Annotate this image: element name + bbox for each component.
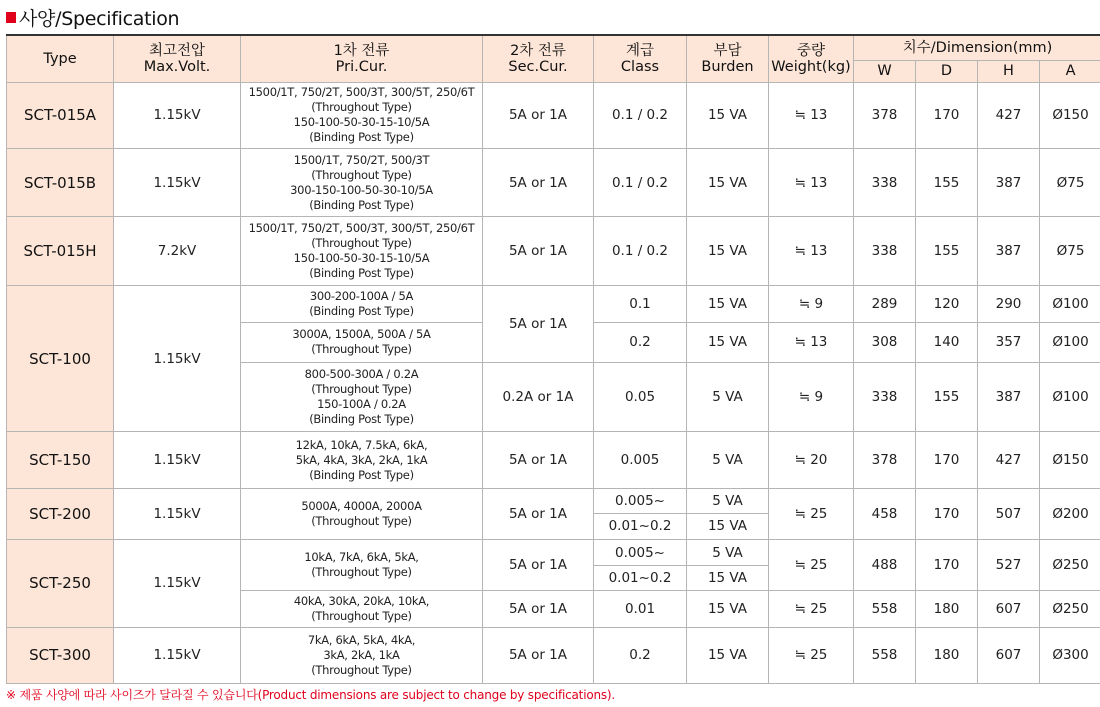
dim-h-cell: 357 [978, 322, 1040, 362]
pri-cur-cell: 10kA, 7kA, 6kA, 5kA, (Throughout Type) [241, 540, 483, 591]
volt-cell: 1.15kV [114, 627, 241, 683]
class-cell: 0.005~ [594, 488, 687, 513]
dim-a-cell: Ø75 [1040, 217, 1100, 285]
type-cell: SCT-200 [7, 488, 114, 539]
burden-cell: 5 VA [687, 363, 769, 432]
footnote: ※ 제품 사양에 따라 사이즈가 달라질 수 있습니다(Product dimensions are subject to change by specifications). [6, 688, 616, 702]
sec-cur-cell: 5A or 1A [483, 432, 594, 488]
weight-cell: ≒ 25 [769, 627, 854, 683]
dim-d-cell: 170 [916, 432, 978, 488]
class-cell: 0.1 / 0.2 [594, 217, 687, 285]
dim-w-cell: 558 [854, 627, 916, 683]
type-cell: SCT-300 [7, 627, 114, 683]
dim-d-cell: 170 [916, 540, 978, 591]
header-burden: 부담 Burden [687, 35, 769, 82]
class-cell: 0.1 / 0.2 [594, 82, 687, 148]
burden-cell: 5 VA [687, 488, 769, 513]
pri-cur-cell: 3000A, 1500A, 500A / 5A (Throughout Type) [241, 322, 483, 362]
dim-w-cell: 338 [854, 217, 916, 285]
header-w: W [854, 60, 916, 82]
dim-d-cell: 170 [916, 82, 978, 148]
volt-cell: 1.15kV [114, 488, 241, 539]
burden-cell: 5 VA [687, 540, 769, 566]
weight-cell: ≒ 13 [769, 82, 854, 148]
weight-cell: ≒ 9 [769, 363, 854, 432]
burden-cell: 15 VA [687, 285, 769, 322]
table-row [7, 217, 1100, 285]
table-row [7, 82, 1100, 148]
class-cell: 0.005 [594, 432, 687, 488]
table-row [7, 627, 1100, 683]
class-cell: 0.1 / 0.2 [594, 148, 687, 216]
dim-d-cell: 170 [916, 488, 978, 539]
dim-h-cell: 387 [978, 148, 1040, 216]
burden-cell: 15 VA [687, 591, 769, 627]
sec-cur-cell: 0.2A or 1A [483, 363, 594, 432]
burden-cell: 15 VA [687, 322, 769, 362]
red-square-icon [6, 12, 16, 23]
dim-h-cell: 507 [978, 488, 1040, 539]
sec-cur-cell: 5A or 1A [483, 217, 594, 285]
burden-cell: 15 VA [687, 627, 769, 683]
type-cell: SCT-015B [7, 148, 114, 216]
dim-h-cell: 290 [978, 285, 1040, 322]
sec-cur-cell: 5A or 1A [483, 148, 594, 216]
dim-w-cell: 338 [854, 148, 916, 216]
dim-a-cell: Ø100 [1040, 285, 1100, 322]
dim-a-cell: Ø300 [1040, 627, 1100, 683]
pri-cur-cell: 1500/1T, 750/2T, 500/3T, 300/5T, 250/6T (Throughout Type) 150-100-50-30-15-10/5A (Binding Post Type) [241, 217, 483, 285]
dim-a-cell: Ø250 [1040, 591, 1100, 627]
class-cell: 0.01~0.2 [594, 513, 687, 539]
header-weight: 중량 Weight(kg) [769, 35, 854, 82]
dim-d-cell: 140 [916, 322, 978, 362]
header-pri-cur: 1차 전류 Pri.Cur. [241, 35, 483, 82]
pri-cur-cell: 40kA, 30kA, 20kA, 10kA, (Throughout Type) [241, 591, 483, 627]
volt-cell: 1.15kV [114, 148, 241, 216]
dim-h-cell: 527 [978, 540, 1040, 591]
volt-cell: 1.15kV [114, 540, 241, 627]
weight-cell: ≒ 25 [769, 488, 854, 539]
header-h: H [978, 60, 1040, 82]
dim-h-cell: 607 [978, 627, 1040, 683]
dim-h-cell: 427 [978, 432, 1040, 488]
dim-a-cell: Ø75 [1040, 148, 1100, 216]
sec-cur-cell: 5A or 1A [483, 488, 594, 539]
type-cell: SCT-100 [7, 285, 114, 432]
burden-cell: 15 VA [687, 217, 769, 285]
sec-cur-cell: 5A or 1A [483, 540, 594, 591]
burden-cell: 15 VA [687, 148, 769, 216]
header-a: A [1040, 60, 1100, 82]
burden-cell: 5 VA [687, 432, 769, 488]
sec-cur-cell: 5A or 1A [483, 591, 594, 627]
volt-cell: 1.15kV [114, 432, 241, 488]
sec-cur-cell: 5A or 1A [483, 627, 594, 683]
class-cell: 0.1 [594, 285, 687, 322]
pri-cur-cell: 12kA, 10kA, 7.5kA, 6kA, 5kA, 4kA, 3kA, 2kA, 1kA (Binding Post Type) [241, 432, 483, 488]
weight-cell: ≒ 13 [769, 148, 854, 216]
dim-d-cell: 120 [916, 285, 978, 322]
spec-table [6, 34, 1100, 684]
dim-a-cell: Ø200 [1040, 488, 1100, 539]
dim-a-cell: Ø100 [1040, 322, 1100, 362]
dim-d-cell: 180 [916, 627, 978, 683]
dim-d-cell: 155 [916, 148, 978, 216]
header-d: D [916, 60, 978, 82]
dim-d-cell: 155 [916, 217, 978, 285]
dim-w-cell: 378 [854, 82, 916, 148]
weight-cell: ≒ 13 [769, 322, 854, 362]
dim-a-cell: Ø100 [1040, 363, 1100, 432]
volt-cell: 1.15kV [114, 82, 241, 148]
dim-w-cell: 308 [854, 322, 916, 362]
dim-h-cell: 387 [978, 363, 1040, 432]
dim-d-cell: 180 [916, 591, 978, 627]
weight-cell: ≒ 13 [769, 217, 854, 285]
volt-cell: 7.2kV [114, 217, 241, 285]
type-cell: SCT-250 [7, 540, 114, 627]
pri-cur-cell: 300-200-100A / 5A (Binding Post Type) [241, 285, 483, 322]
table-row [7, 148, 1100, 216]
dim-d-cell: 155 [916, 363, 978, 432]
dim-w-cell: 289 [854, 285, 916, 322]
sec-cur-cell: 5A or 1A [483, 82, 594, 148]
pri-cur-cell: 1500/1T, 750/2T, 500/3T (Throughout Type) 300-150-100-50-30-10/5A (Binding Post Type) [241, 148, 483, 216]
burden-cell: 15 VA [687, 513, 769, 539]
header-max-volt: 최고전압 Max.Volt. [114, 35, 241, 82]
class-cell: 0.005~ [594, 540, 687, 566]
heading-text: 사양/Specification [19, 7, 180, 30]
dim-w-cell: 338 [854, 363, 916, 432]
dim-a-cell: Ø250 [1040, 540, 1100, 591]
type-cell: SCT-150 [7, 432, 114, 488]
burden-cell: 15 VA [687, 82, 769, 148]
dim-h-cell: 427 [978, 82, 1040, 148]
dim-a-cell: Ø150 [1040, 432, 1100, 488]
type-cell: SCT-015H [7, 217, 114, 285]
dim-h-cell: 387 [978, 217, 1040, 285]
dim-a-cell: Ø150 [1040, 82, 1100, 148]
weight-cell: ≒ 9 [769, 285, 854, 322]
burden-cell: 15 VA [687, 566, 769, 591]
dim-w-cell: 378 [854, 432, 916, 488]
pri-cur-cell: 7kA, 6kA, 5kA, 4kA, 3kA, 2kA, 1kA (Throughout Type) [241, 627, 483, 683]
class-cell: 0.2 [594, 627, 687, 683]
weight-cell: ≒ 20 [769, 432, 854, 488]
table-row [7, 432, 1100, 488]
table-row [7, 285, 1100, 322]
class-cell: 0.2 [594, 322, 687, 362]
pri-cur-cell: 1500/1T, 750/2T, 500/3T, 300/5T, 250/6T (Throughout Type) 150-100-50-30-15-10/5A (Binding Post Type) [241, 82, 483, 148]
section-heading [6, 4, 179, 30]
pri-cur-cell: 800-500-300A / 0.2A (Throughout Type) 150-100A / 0.2A (Binding Post Type) [241, 363, 483, 432]
pri-cur-cell: 5000A, 4000A, 2000A (Throughout Type) [241, 488, 483, 539]
weight-cell: ≒ 25 [769, 540, 854, 591]
class-cell: 0.05 [594, 363, 687, 432]
header-dimension: 치수/Dimension(mm) [854, 35, 1100, 60]
class-cell: 0.01 [594, 591, 687, 627]
sec-cur-cell: 5A or 1A [483, 285, 594, 362]
table-row [7, 540, 1100, 566]
type-cell: SCT-015A [7, 82, 114, 148]
class-cell: 0.01~0.2 [594, 566, 687, 591]
header-class: 계급 Class [594, 35, 687, 82]
dim-w-cell: 558 [854, 591, 916, 627]
header-type: Type [7, 35, 114, 82]
weight-cell: ≒ 25 [769, 591, 854, 627]
volt-cell: 1.15kV [114, 285, 241, 432]
dim-w-cell: 488 [854, 540, 916, 591]
dim-w-cell: 458 [854, 488, 916, 539]
dim-h-cell: 607 [978, 591, 1040, 627]
header-sec-cur: 2차 전류 Sec.Cur. [483, 35, 594, 82]
table-row [7, 488, 1100, 513]
